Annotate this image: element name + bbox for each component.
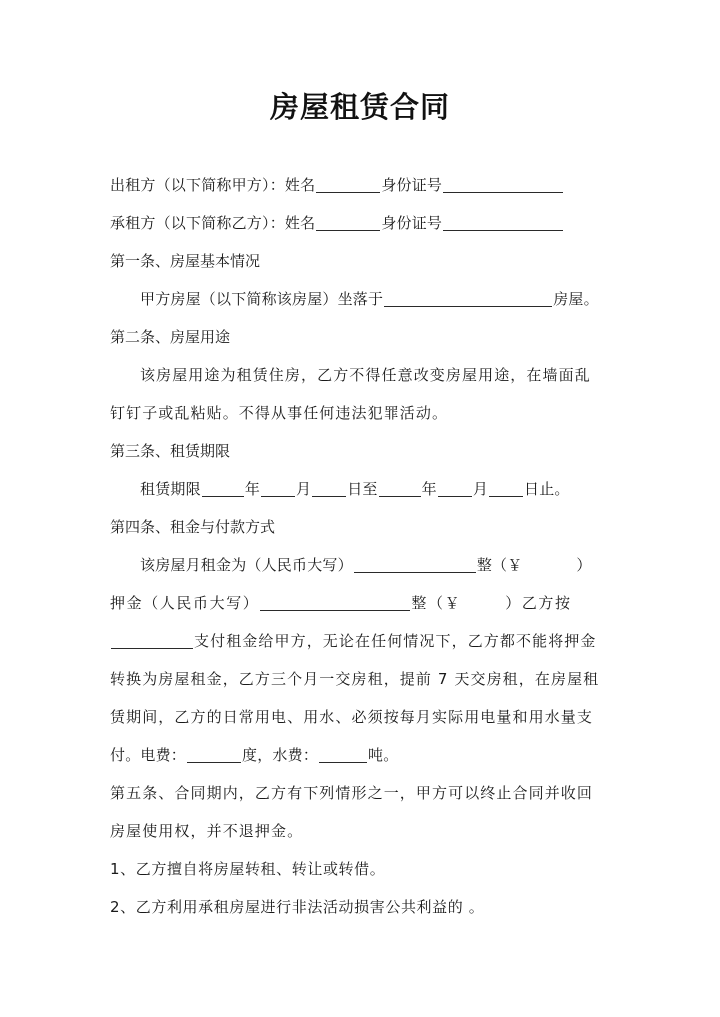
article-1-heading: 第一条、房屋基本情况: [110, 252, 261, 270]
lessee-line: [110, 204, 614, 242]
lessor-name-blank[interactable]: [316, 177, 380, 193]
lessor-id-label: 身份证号: [381, 176, 443, 194]
article-5-body-line-2: 房屋使用权，并不退押金。: [110, 822, 304, 840]
monthly-rent-yen-label: 整（￥: [476, 556, 523, 574]
lessor-line: [110, 166, 614, 204]
lessee-name-blank[interactable]: [316, 215, 380, 231]
monthly-rent-line: [110, 546, 614, 584]
lease-end-year-unit: 年: [421, 480, 437, 498]
article-2-heading: 第二条、房屋用途: [110, 328, 231, 346]
lease-start-day-unit: 日至: [347, 480, 378, 498]
property-location-suffix: 房屋。: [553, 290, 599, 308]
article-5-body-line-1: 第五条、合同期内，乙方有下列情形之一，甲方可以终止合同并收回: [110, 784, 594, 802]
lease-end-month-blank[interactable]: [438, 481, 472, 497]
monthly-rent-label: 该房屋月租金为（人民币大写）: [140, 556, 353, 574]
payment-terms-line-1: 转换为房屋租金，乙方三个月一交房租，提前 7 天交房租，在房屋租: [110, 670, 600, 688]
electricity-fee-label: 付。电费：: [110, 746, 187, 764]
article-2-body-line-1: 该房屋用途为租赁住房，乙方不得任意改变房屋用途，在墙面乱: [140, 366, 591, 384]
article-3-body: [110, 470, 614, 508]
water-rate-blank[interactable]: [319, 747, 367, 763]
lease-end-day-unit: 日止。: [524, 480, 570, 498]
lease-start-year-blank[interactable]: [202, 481, 244, 497]
article-3-heading: 第三条、租赁期限: [110, 442, 231, 460]
lease-start-day-blank[interactable]: [312, 481, 346, 497]
lessee-id-label: 身份证号: [381, 214, 443, 232]
article-2-body-line-2: 钉钉子或乱粘贴。不得从事任何违法犯罪活动。: [110, 404, 449, 422]
lease-end-year-blank[interactable]: [379, 481, 421, 497]
property-address-blank[interactable]: [384, 291, 552, 307]
lessee-label: 承租方（以下简称乙方）：姓名: [110, 214, 316, 232]
electricity-rate-blank[interactable]: [187, 747, 241, 763]
lessor-id-blank[interactable]: [443, 177, 563, 193]
lease-end-day-blank[interactable]: [489, 481, 523, 497]
lessee-id-blank[interactable]: [443, 215, 563, 231]
utility-fee-line: [110, 736, 614, 774]
article-1-body: [110, 280, 614, 318]
termination-item-2: 2、乙方利用承租房屋进行非法活动损害公共利益的 。: [110, 898, 485, 916]
payment-frequency-line: [110, 622, 614, 660]
lease-end-month-unit: 月: [472, 480, 489, 498]
lessor-label: 出租方（以下简称甲方）：姓名: [110, 176, 316, 194]
deposit-close-text: ）乙方按: [505, 594, 572, 612]
lease-start-year-unit: 年: [244, 480, 261, 498]
utility-fee-suffix: 吨。: [368, 746, 399, 764]
property-location-prefix: 甲方房屋（以下简称该房屋）坐落于: [140, 290, 384, 308]
deposit-line: [110, 584, 614, 622]
deposit-label: 押金（人民币大写）: [110, 594, 260, 612]
lease-term-label: 租赁期限: [140, 480, 201, 498]
contract-body: [110, 166, 614, 926]
lease-start-month-unit: 月: [296, 480, 312, 498]
payment-frequency-text: 支付租金给甲方，无论在任何情况下，乙方都不能将押金: [194, 632, 597, 650]
deposit-yen-label: 整（￥: [411, 594, 462, 612]
monthly-rent-words-blank[interactable]: [354, 557, 476, 573]
deposit-words-blank[interactable]: [260, 595, 410, 611]
lease-start-month-blank[interactable]: [261, 481, 295, 497]
monthly-rent-close-paren: ）: [576, 556, 592, 574]
termination-item-1: 1、乙方擅自将房屋转租、转让或转借。: [110, 860, 386, 878]
article-4-heading: 第四条、租金与付款方式: [110, 518, 276, 536]
page-title: 房屋租赁合同: [269, 90, 450, 124]
water-fee-label: 度，水费：: [242, 746, 319, 764]
payment-terms-line-2: 赁期间，乙方的日常用电、用水、必须按每月实际用电量和用水量支: [110, 708, 594, 726]
payment-frequency-blank[interactable]: [111, 633, 193, 649]
